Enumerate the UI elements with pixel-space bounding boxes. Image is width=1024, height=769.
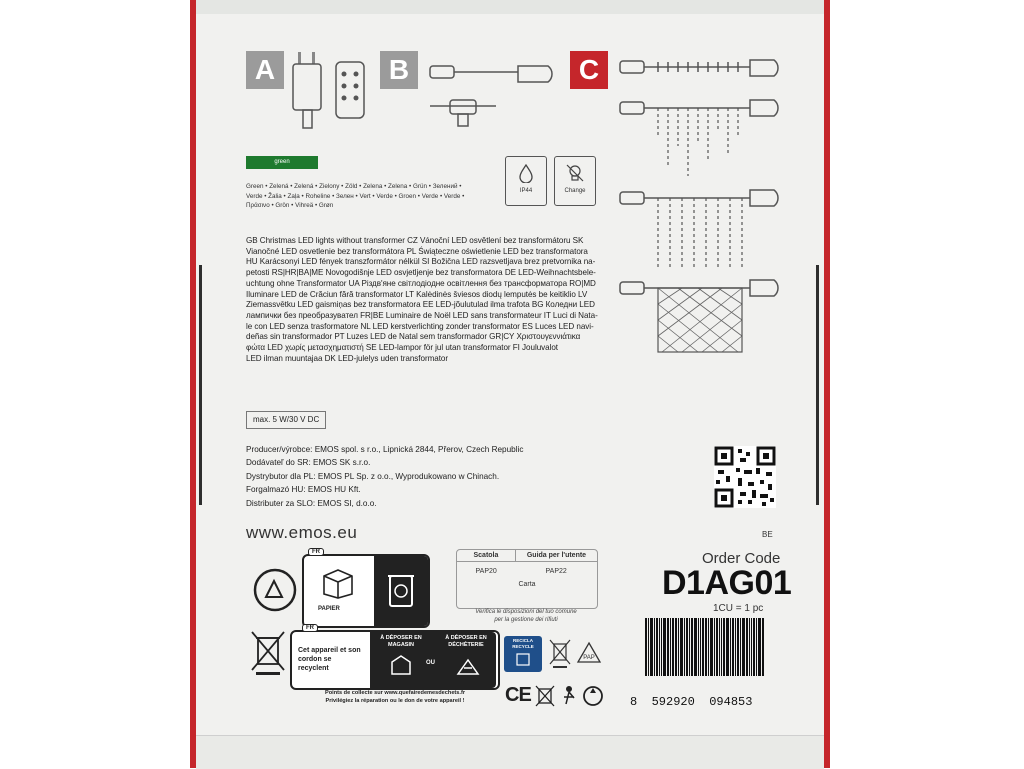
- order-code: D1AG01: [662, 564, 792, 602]
- order-code-label: Order Code: [702, 550, 781, 567]
- change-badge: [554, 156, 596, 206]
- triman-icon: [252, 565, 298, 615]
- recycle-badge: [504, 636, 542, 672]
- store-deposit-text: À DÉPOSER EN MAGASIN: [380, 635, 422, 648]
- plug-adapter-icon: [290, 52, 330, 136]
- sorting-note: [452, 608, 600, 624]
- box-edge-left: [190, 0, 196, 768]
- water-drop-icon: [518, 163, 534, 183]
- color-swatch-label: green: [274, 159, 290, 165]
- triman-fr-badge: FR: [308, 548, 324, 556]
- remote-control-icon: [334, 60, 368, 122]
- description-line: HU Karácsonyi LED fények transzformátor nélkül SI Božična LED razsvetljava brez pretvornika na-: [246, 257, 596, 267]
- color-names-line: Green • Zelená • Zelená • Zielony • Zöld • Zelena • Zelena • Grün • Зелений •: [246, 183, 462, 190]
- description-line: uchtung ohne Transformator UA Різдв'яне світлодіодне освітлення без трансформатора RO|MD: [246, 278, 596, 288]
- sorting-table: [456, 549, 598, 609]
- description-line: лампички без преобразувател FR|BE Luminaire de Noël LED sans transformateur IT Luci di Nata-: [246, 310, 598, 320]
- barcode-number: 8 592920 094853: [630, 695, 753, 709]
- sorting-header: Scatola: [457, 550, 516, 561]
- store-icon: [390, 654, 412, 676]
- ip44-label: IP44: [519, 188, 533, 194]
- description-line: GB Christmas LED lights without transformer CZ Vánoční LED osvětlení bez transformátoru SK: [246, 236, 584, 245]
- curtain-lights-icon: [618, 186, 788, 272]
- weee-deposit-panel: [370, 632, 496, 688]
- product-description: [246, 236, 608, 364]
- sorting-material: Carta: [518, 581, 536, 588]
- dechetterie-deposit-text: À DÉPOSER EN DÉCHÈTERIE: [445, 635, 487, 648]
- tidy-man-icon: [558, 684, 580, 708]
- recycle-bin-icon: [386, 570, 416, 610]
- crossed-bin-icon: [248, 628, 288, 676]
- producer-line: Forgalmazó HU: EMOS HU Kft.: [246, 485, 361, 495]
- power-rating: max. 5 W/30 V DC: [246, 411, 326, 429]
- sorting-note-line: Verifica le disposizioni del tuo comune: [475, 609, 577, 615]
- bottom-band: [196, 735, 824, 769]
- disposal-site-icon: [456, 654, 480, 678]
- label-b: B: [380, 51, 418, 89]
- t-splitter-icon: [428, 96, 498, 130]
- label-a: A: [246, 51, 284, 89]
- description-line: Iluminare LED de Crăciun fără transformator LT Kalėdinės šviesos diodų lemputės be keitiklio LV: [246, 289, 588, 299]
- description-line: petosti RS|HR|BA|ME Novogodišnje LED osvjetljenje bez transformatora DE LED-Weihnachtsbele-: [246, 268, 596, 278]
- svg-text:PAP: PAP: [583, 655, 595, 661]
- recycle-badge-line: RECICLA: [513, 638, 533, 643]
- bin-panel: [374, 556, 428, 626]
- net-lights-icon: [618, 276, 788, 356]
- color-names-line: Πράσινο • Grön • Vihreä • Grøn: [246, 202, 334, 209]
- producer-line: Dystrybutor dla PL: EMOS PL Sp. z o.o., Wyprodukowano w Chinach.: [246, 471, 500, 481]
- description-line: deñas sin transformador PT Luzes LED de Natal sem transformador GR|CY Χριστουγεννιάτικα: [246, 332, 581, 342]
- change-label: Change: [564, 188, 586, 194]
- description-line: LED ilman muuntajaa DK LED-julelys uden transformator: [246, 353, 449, 363]
- rail-right: [816, 265, 819, 505]
- website-link[interactable]: www.emos.eu: [246, 523, 358, 542]
- recycle-bin-icon-small: [514, 652, 532, 666]
- rail-left: [199, 265, 202, 505]
- recycling-triangle-icon: [576, 640, 602, 668]
- crossed-bin-small-icon: [548, 638, 572, 670]
- description-line: Vianočné LED osvetlenie bez transformátora PL Świąteczne oświetlenie LED bez transformatora: [246, 246, 588, 256]
- sorting-code: PAP20: [475, 568, 497, 575]
- country-code: BE: [762, 530, 773, 539]
- weee-fr-badge: FR: [302, 624, 318, 632]
- producer-line: Distributer za SLO: EMOS SI, d.o.o.: [246, 498, 377, 508]
- box-edge-right: [824, 0, 830, 768]
- weee-mark-icon: [534, 684, 556, 708]
- icicle-lights-icon: [618, 96, 788, 182]
- extension-cable-icon: [428, 58, 564, 88]
- color-names-line: Verde • Žalia • Zaļa • Roheline • Зелен • Vert • Verde • Groen • Verde • Verde •: [246, 192, 465, 200]
- qr-code: [714, 446, 776, 508]
- weee-footer-line: Privilégiez la réparation ou le don de votre appareil !: [325, 697, 465, 704]
- or-text: OU: [426, 660, 435, 666]
- ip44-badge: [505, 156, 547, 206]
- weee-footer: [290, 690, 500, 705]
- unit-count: 1CU = 1 pc: [713, 603, 764, 614]
- sorting-note-line: per la gestione dei rifiuti: [494, 617, 558, 623]
- producer-info: [246, 443, 626, 510]
- description-line: φώτα LED χωρίς μετασχηματιστή SE LED-lampor för jul utan transformator FI Jouluvalot: [246, 343, 558, 353]
- recycle-badge-line: RECYCLE: [512, 644, 534, 649]
- cardboard-box-icon: [320, 564, 356, 600]
- bulb-change-icon: [565, 163, 585, 183]
- sorting-header: Guida per l'utente: [526, 552, 587, 559]
- weee-footer-line: Points de collecte sur www.quefairedemesdechets.fr: [325, 690, 465, 696]
- description-line: Ziemassvētku LED gaismiņas bez transformatora EE LED-jõulutulad ilma trafota BG Коледни LED: [246, 300, 595, 310]
- color-swatch: [246, 156, 318, 169]
- triman-info-box: [302, 549, 430, 628]
- sorting-code: PAP22: [545, 568, 567, 575]
- string-lights-icon: [618, 52, 788, 84]
- producer-line: Producer/výrobce: EMOS spol. s r.o., Lipnická 2844, Přerov, Czech Republic: [246, 445, 524, 454]
- paper-label: PAPIER: [318, 606, 340, 612]
- weee-info-box: [290, 625, 500, 690]
- weee-recycle-text: Cet appareil et son cordon se recyclent: [298, 647, 361, 672]
- color-names: [246, 182, 496, 211]
- description-line: le con LED senza trasformatore NL LED kerstverlichting zonder transformator ES Luces LED navi-: [246, 321, 594, 331]
- mobius-loop-icon: [582, 684, 604, 708]
- label-c: C: [570, 51, 608, 89]
- ce-mark: CE: [505, 684, 531, 706]
- producer-line: Dodávateľ do SR: EMOS SK s.r.o.: [246, 458, 371, 468]
- barcode: [645, 618, 773, 682]
- top-strip: [196, 0, 824, 14]
